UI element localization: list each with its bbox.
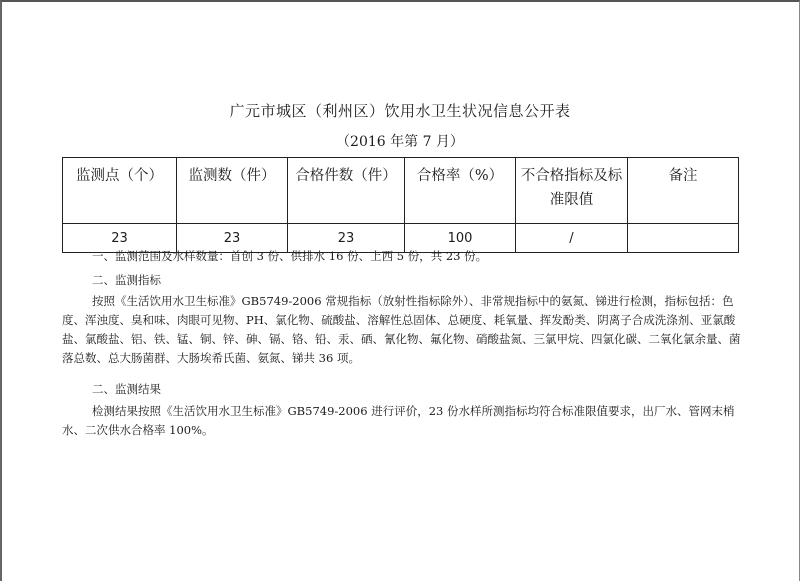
header-qualified-rate: 合格率（%） — [405, 158, 516, 224]
header-qualified-count: 合格件数（件） — [288, 158, 405, 224]
document-title: 广元市城区（利州区）饮用水卫生状况信息公开表 — [229, 102, 571, 120]
header-remarks: 备注 — [628, 158, 739, 224]
document-subtitle: （2016 年第 7 月） — [336, 134, 464, 150]
results-text: 检测结果按照《生活饮用水卫生标准》GB5749-2006 进行评价，23 份水样所测指标均符合标准限值要求，出厂水、管网末梢水、二次供水合格率 100%。 — [62, 404, 735, 437]
results-paragraph — [62, 402, 742, 440]
results-heading: 二、监测结果 — [92, 382, 161, 396]
cell-monitoring-count: 23 — [177, 224, 288, 253]
cell-unqualified-indicators: / — [516, 224, 628, 253]
indicators-text: 按照《生活饮用水卫生标准》GB5749-2006 常规指标（放射性指标除外）、非常规指标中的氨氮、锑进行检测，指标包括：色度、浑浊度、臭和味、肉眼可见物、PH、氯化物、硫酸盐、溶解性总固体、总硬度、耗氧量、挥发酚类、阴离子合成洗涤剂、亚氯酸盐、氯酸盐、铝、铁、锰、铜、锌、砷、镉、铬、铅、汞、硒、氰化物、氟化物、硝酸盐氮、三氯甲烷、四氯化碳、二氧化氯余量、菌落总数、总大肠菌群、大肠埃希氏菌、氨氮、锑共 36 项。 — [62, 294, 741, 365]
indicators-heading: 二、监测指标 — [92, 273, 161, 287]
cell-monitoring-points: 23 — [63, 224, 177, 253]
indicators-paragraph — [62, 292, 742, 368]
header-monitoring-count: 监测数（件） — [177, 158, 288, 224]
header-unqualified-indicators: 不合格指标及标准限值 — [516, 158, 628, 224]
water-quality-table — [62, 157, 739, 253]
scope-paragraph: 一、监测范围及水样数量：首创 3 份、供排水 16 份、上西 5 份，共 23 份。 — [92, 249, 488, 263]
cell-qualified-count: 23 — [288, 224, 405, 253]
table-header-row — [63, 158, 739, 224]
header-monitoring-points: 监测点（个） — [63, 158, 177, 224]
cell-qualified-rate: 100 — [405, 224, 516, 253]
